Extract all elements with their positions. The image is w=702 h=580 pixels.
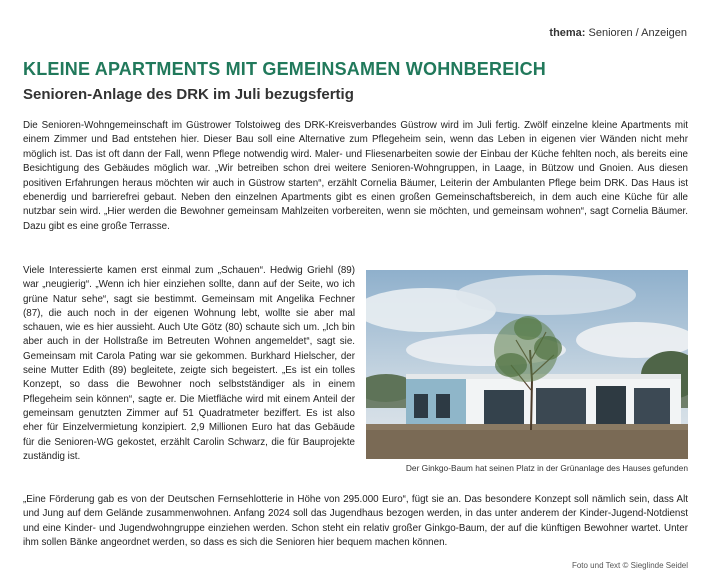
photo-credit: Foto und Text © Sieglinde Seidel <box>571 561 688 570</box>
article-subtitle: Senioren-Anlage des DRK im Juli bezugsfertig <box>23 86 354 103</box>
topic-text: Senioren / Anzeigen <box>585 27 687 39</box>
article-paragraph-intro: Die Senioren-Wohngemeinschaft im Güstrower Tolstoiweg des DRK-Kreisverbandes Güstrow wird im Juli fertig. Zwölf einzelne kleine Apartments mit einem Zimmer und Bad entstehen hier. Dieser Bau soll eine Alternative zum Pflegeheim sein, wenn das Leben in eigenen vier Wänden nicht mehr möglich ist. Das ist oft dann der Fall, wenn Pflege notwendig wird. Maler- und Fliesenarbeiten sowie der Einbau der Küche fehlten noch, als bereits eine Besichtigung des Gebäudes möglich war. „Wir betreiben schon drei weitere Senioren-Wohngruppen, in Laage, in Bützow und Gnoien. Aus diesen positiven Erfahrungen heraus möchten wir auch in Güstrow starten“, erzählt Cornelia Bäumer, Leiterin der Ambulanten Pflege beim DRK. Das Haus ist ebenerdig und barrierefrei gebaut. Neben den einzelnen Apartments gibt es einen großen Gemeinschaftsbereich, in dem auch eine Küche für alle nutzbar sein wird. „Hier werden die Bewohner gemeinsam Mahlzeiten vorbereiten, wenn sie möchten, und gemeinsam wohnen“, sagt Cornelia Bäumer. Dazu gibt es eine große Terrasse. <box>23 120 688 232</box>
article-paragraph-interviews: Viele Interessierte kamen erst einmal zum „Schauen“. Hedwig Griehl (89) war „neugierig“. „Wenn ich hier einziehen sollte, dann auf der Seite, wo ich grüne Natur sehe“, sagt sie bestimmt. Gemeinsam mit Angelika Fechner (87), die auch noch in der eigenen Wohnung lebt, wollte sie aber mal schauen, wie es hier aussieht. Auch Ute Götz (80) schaute sich um. „Ich bin aber auch in der Hollstraße im Betreuten Wohnen angemeldet“, sagt sie. Gemeinsam mit Carola Pating war sie gekommen. Burkhard Hielscher, der seine Mutter Edith (89) begleitete, zeigte sich begeistert. „Es ist ein tolles Konzept, so dass die Bewohner noch selbstständiger als in einem Pflegeheim sein können“, sagte er. Die Mietfläche wird mit einem Anteil der gemeinsam genutzten Zimmer auf 51 Quadratmeter beziffert. Es ist also eher für Einzelvermietung konzipiert. 2,9 Millionen Euro hat das Gebäude für die Senioren-WG gekostet, erzählt Carolin Schwarz, die für Bauprojekte zuständig ist. <box>23 265 355 462</box>
topic-label: thema: <box>549 27 586 39</box>
article-paragraph-funding: „Eine Förderung gab es von der Deutschen Fernsehlotterie in Höhe von 295.000 Euro“, fügt sie an. Das besondere Konzept soll nämlich sein, dass Alt und Jung auf dem Gelände zusammenwohnen. Anfang 2024 soll das Jugendhaus bezogen werden, in das unter anderem der Kinder-Jugend-Notdienst und eine Kinder- und Jugendwohngruppe einziehen werden. Schon steht ein relativ großer Ginkgo-Baum, der auf die künftigen Bewohner wartet. Unter ihm sollen Bänke angeordnet werden, so dass es sich die Senioren hier bequem machen können. <box>23 494 688 549</box>
article-title: KLEINE APARTMENTS MIT GEMEINSAMEN WOHNBEREICH <box>23 59 547 79</box>
building-photo <box>366 270 688 459</box>
section-topic <box>549 27 687 39</box>
photo-caption: Der Ginkgo-Baum hat seinen Platz in der Grünanlage des Hauses gefunden <box>405 463 688 473</box>
